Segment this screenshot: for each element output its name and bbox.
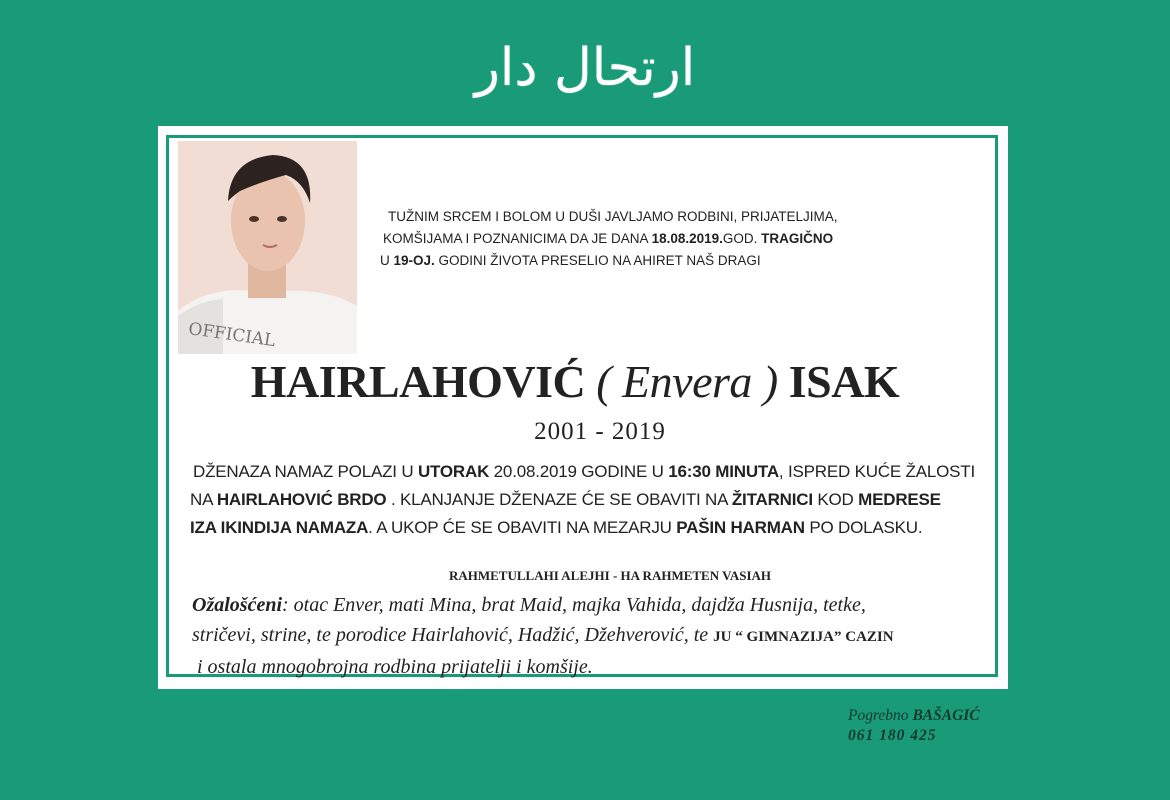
intro-line-3 [380, 250, 850, 272]
mourners-label: Ožalošćeni [192, 594, 282, 616]
intro-text: U [380, 253, 394, 268]
mourners-line-1 [192, 590, 992, 620]
prayer-line: RAHMETULLAHI ALEJHI - HA RAHMETEN VASIAH [448, 568, 772, 583]
intro-emphasis: TRAGIČNO [761, 231, 834, 246]
intro-text: GODINI ŽIVOTA PRESELIO NA AHIRET NAŠ DRAGI [434, 253, 761, 268]
arabic-calligraphy-heading: ارتحال دار [474, 38, 696, 98]
funeral-notice [190, 458, 980, 542]
date-of-death: 18.08.2019. [651, 231, 723, 246]
mourners-list [192, 590, 992, 682]
notice-text: DŽENAZA NAMAZ POLAZI U [193, 462, 418, 481]
deceased-name [160, 355, 990, 408]
funeral-notice-line-3 [190, 514, 980, 542]
notice-text: , ISPRED KUĆE ŽALOSTI [778, 462, 975, 481]
surname: HAIRLAHOVIĆ [250, 356, 586, 407]
svg-text:OFFICIAL: OFFICIAL [187, 319, 277, 352]
notice-text: PO DOLASKU. [804, 518, 923, 537]
portrait-image [178, 141, 357, 354]
intro-line-1: TUŽNIM SRCEM I BOLOM U DUŠI JAVLJAMO RODBINI, PRIJATELJIMA, [388, 209, 838, 224]
home-location: HAIRLAHOVIĆ BRDO [216, 490, 387, 509]
funeral-home-name-line [848, 706, 1068, 726]
funeral-home-label: Pogrebno [848, 707, 913, 724]
intro-announcement [380, 206, 850, 272]
cemetery-location: PAŠIN HARMAN [676, 518, 805, 537]
funeral-home [848, 706, 1068, 746]
age: 19-OJ. [393, 253, 435, 268]
father-name: ( Envera ) [596, 356, 778, 407]
madrasa-location: MEDRESE [858, 490, 941, 509]
notice-text: . KLANJANJE DŽENAZE ĆE SE OBAVITI NA [386, 490, 732, 509]
life-years: 2001 - 2019 [534, 418, 666, 445]
mourners-text: stričevi, strine, te porodice Hairlahović, Hadžić, Džehverović, te [192, 624, 714, 646]
mourners-line-3: i ostala mnogobrojna rodbina prijatelji i komšije. [197, 656, 593, 678]
deceased-photo [178, 141, 357, 354]
mourners-text: : otac Enver, mati Mina, brat Maid, majka Vahida, dajdža Husnija, tetke, [282, 594, 866, 616]
funeral-notice-line-1 [190, 458, 980, 486]
intro-text: KOMŠIJAMA I POZNANICIMA DA JE DANA [383, 231, 652, 246]
funeral-notice-line-2 [190, 486, 980, 514]
notice-text: KOD [812, 490, 859, 509]
intro-text: GOD. [722, 231, 762, 246]
notice-text: . A UKOP ĆE SE OBAVITI NA MEZARJU [368, 518, 677, 537]
funeral-time: 16:30 MINUTA [668, 462, 779, 481]
mourners-line-2 [192, 620, 992, 652]
prayer-time: IZA IKINDIJA NAMAZA [190, 518, 369, 537]
intro-line-2 [380, 228, 850, 250]
funeral-home-name: BAŠAGIĆ [912, 707, 980, 724]
funeral-day: UTORAK [417, 462, 490, 481]
funeral-home-phone: 061 180 425 [848, 727, 937, 744]
mosque-location: ŽITARNICI [731, 490, 813, 509]
given-name: ISAK [788, 356, 900, 407]
school-name: JU “ GIMNAZIJA” CAZIN [713, 629, 894, 645]
notice-text: 20.08.2019 GODINE U [489, 462, 669, 481]
notice-text: NA [190, 490, 217, 509]
